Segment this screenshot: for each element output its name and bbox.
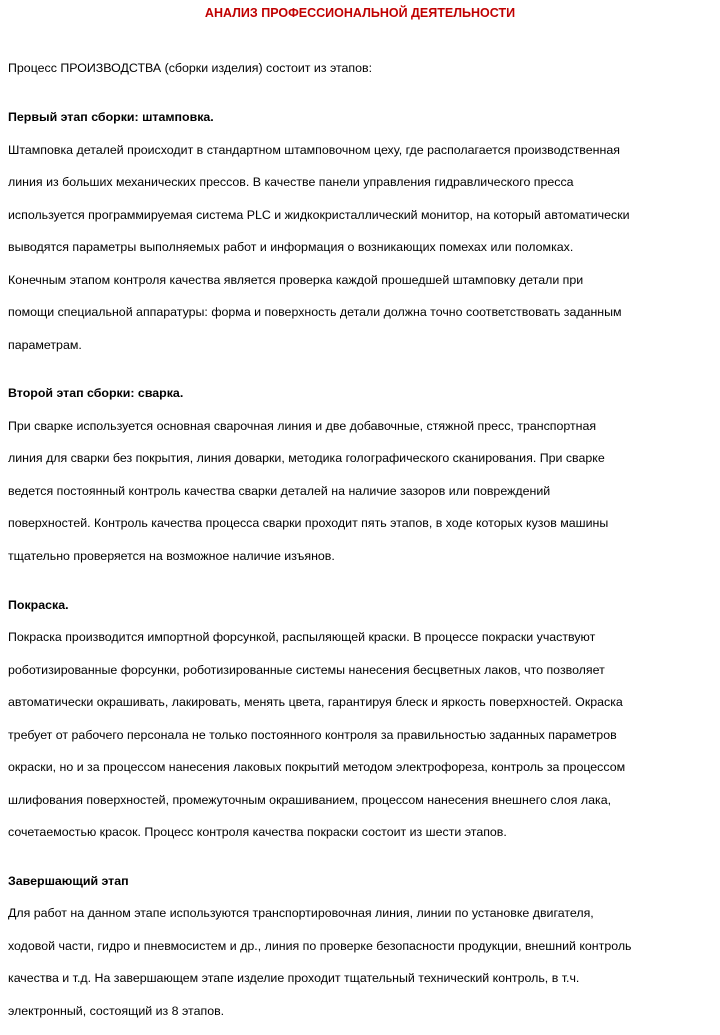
paragraph-line: Для работ на данном этапе используются транспортировочная линия, линии по установке двигателя, [8, 906, 594, 921]
paragraph-line: выводятся параметры выполняемых работ и информация о возникающих помехах или поломках. [8, 240, 574, 254]
paragraph-line: автоматически окрашивать, лакировать, менять цвета, гарантируя блеск и яркость поверхностей. Окраска [8, 695, 623, 709]
paragraph-line: линия из больших механических прессов. В качестве панели управления гидравлического пресса [8, 175, 574, 189]
intro-line: Процесс ПРОИЗВОДСТВА (сборки изделия) состоит из этапов: [8, 61, 373, 76]
paragraph-line: шлифования поверхностей, промежуточным окрашиванием, процессом нанесения внешнего слоя лака, [8, 792, 612, 807]
paragraph-line: используется программируемая система PLC и жидкокристаллический монитор, на который автоматически [8, 207, 630, 222]
paragraph-line: При сварке используется основная сварочная линия и две добавочные, стяжной пресс, транспортная [8, 418, 597, 433]
section-heading-welding: Второй этап сборки: сварка. [8, 386, 184, 401]
paragraph-line: окраски, но и за процессом нанесения лаковых покрытий методом электрофореза, контроль за процессом [8, 760, 626, 774]
paragraph-line: ходовой части, гидро и пневмосистем и др., линия по проверке безопасности продукции, внешний контроль [8, 938, 632, 953]
paragraph-line: линия для сварки без покрытия, линия доварки, методика голографического сканирования. При сварке [8, 451, 605, 466]
paragraph-line: параметрам. [8, 337, 82, 352]
paragraph-line: электронный, состоящий из 8 этапов. [8, 1003, 225, 1018]
paragraph-line: требует от рабочего персонала не только постоянного контроля за правильностью заданных параметров [8, 727, 617, 742]
section-heading-stamping: Первый этап сборки: штамповка. [8, 110, 214, 124]
paragraph-line: Покраска производится импортной форсункой, распыляющей краски. В процессе покраски участвуют [8, 630, 596, 644]
page-title: АНАЛИЗ ПРОФЕССИОНАЛЬНОЙ ДЕЯТЕЛЬНОСТИ [204, 6, 516, 20]
paragraph-line: Конечным этапом контроля качества является проверка каждой прошедшей штамповку детали при [8, 272, 584, 287]
section-heading-final: Завершающий этап [8, 873, 129, 888]
paragraph-line: Штамповка деталей происходит в стандартном штамповочном цеху, где располагается производственная [8, 142, 620, 157]
paragraph-line: ведется постоянный контроль качества сварки деталей на наличие зазоров или повреждений [8, 483, 551, 498]
paragraph-line: помощи специальной аппаратуры: форма и поверхность детали должна точно соответствовать заданным [8, 305, 622, 319]
section-heading-painting: Покраска. [8, 597, 69, 612]
paragraph-line: тщательно проверяется на возможное наличие изъянов. [8, 548, 335, 563]
paragraph-line: роботизированные форсунки, роботизированные системы нанесения бесцветных лаков, что позволяет [8, 662, 605, 677]
paragraph-line: поверхностей. Контроль качества процесса сварки проходит пять этапов, в ходе которых кузов машины [8, 516, 609, 531]
paragraph-line: качества и т.д. На завершающем этапе изделие проходит тщательный технический контроль, в т.ч. [8, 971, 580, 986]
paragraph-line: сочетаемостью красок. Процесс контроля качества покраски состоит из шести этапов. [8, 825, 507, 839]
